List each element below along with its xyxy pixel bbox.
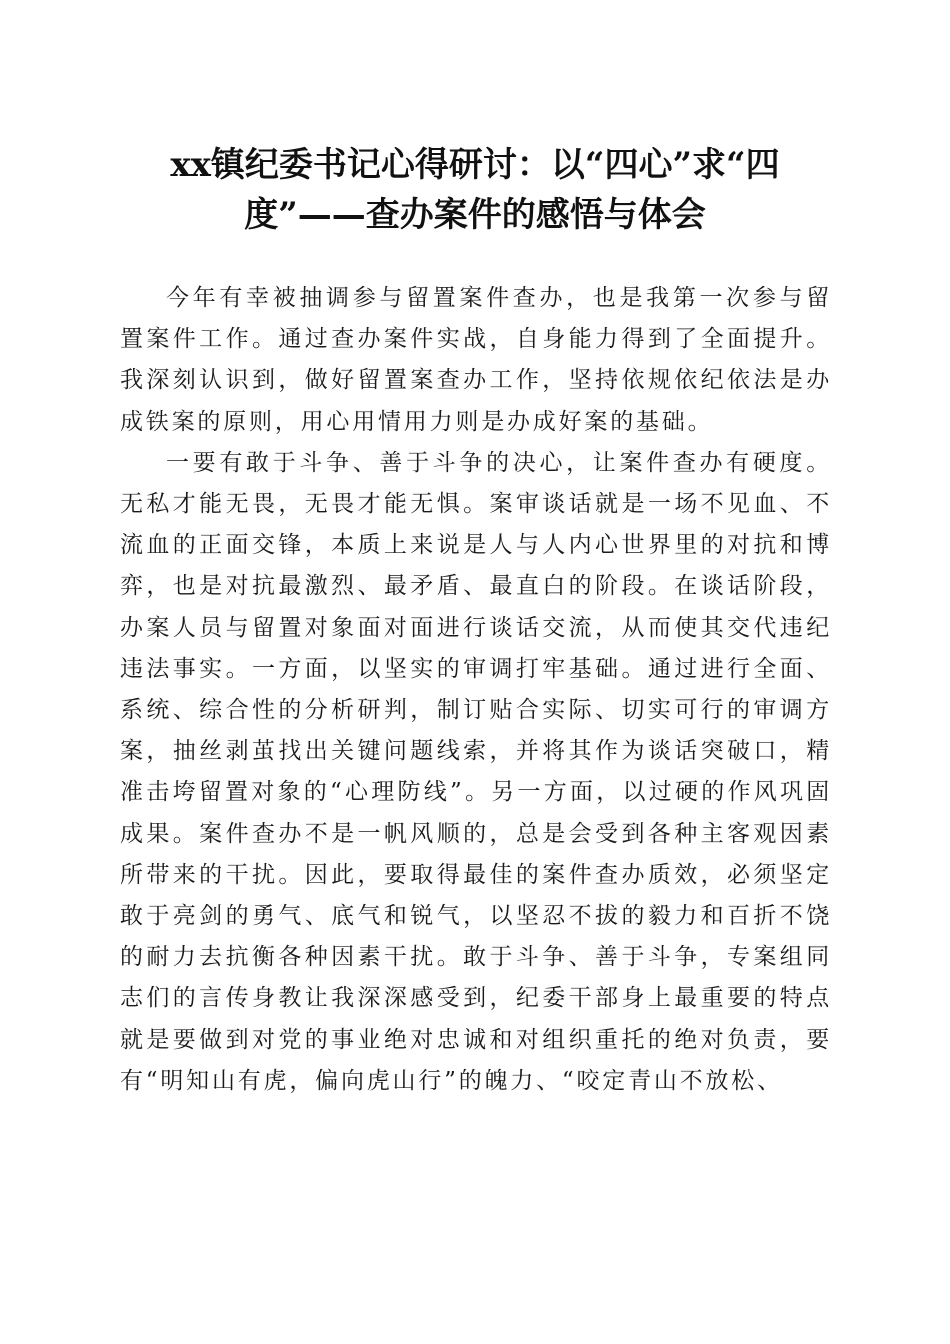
document-title: xx镇纪委书记心得研讨：以“四心”求“四度”——查办案件的感悟与体会 xyxy=(170,145,780,235)
document-body xyxy=(120,278,832,1102)
paragraph-point-one: 一要有敢于斗争、善于斗争的决心，让案件查办有硬度。无私才能无畏，无畏才能无惧。案审谈话就是一场不见血、不流血的正面交锋，本质上来说是人与人内心世界里的对抗和博弈，也是对抗最激烈、最矛盾、最直白的阶段。在谈话阶段，办案人员与留置对象面对面进行谈话交流，从而使其交代违纪违法事实。一方面，以坚实的审调打牢基础。通过进行全面、系统、综合性的分析研判，制订贴合实际、切实可行的审调方案，抽丝剥茧找出关键问题线索，并将其作为谈话突破口，精准击垮留置对象的“心理防线”。另一方面，以过硬的作风巩固成果。案件查办不是一帆风顺的，总是会受到各种主客观因素所带来的干扰。因此，要取得最佳的案件查办质效，必须坚定敢于亮剑的勇气、底气和锐气，以坚忍不拔的毅力和百折不饶的耐力去抗衡各种因素干扰。敢于斗争、善于斗争，专案组同志们的言传身教让我深深感受到，纪委干部身上最重要的特点就是要做到对党的事业绝对忠诚和对组织重托的绝对负责，要有“明知山有虎，偏向虎山行”的魄力、“咬定青山不放松、 xyxy=(120,449,832,1094)
paragraph-intro: 今年有幸被抽调参与留置案件查办，也是我第一次参与留置案件工作。通过查办案件实战，自身能力得到了全面提升。我深刻认识到，做好留置案查办工作，坚持依规依纪依法是办成铁案的原则，用心用情用力则是办成好案的基础。 xyxy=(120,285,832,435)
